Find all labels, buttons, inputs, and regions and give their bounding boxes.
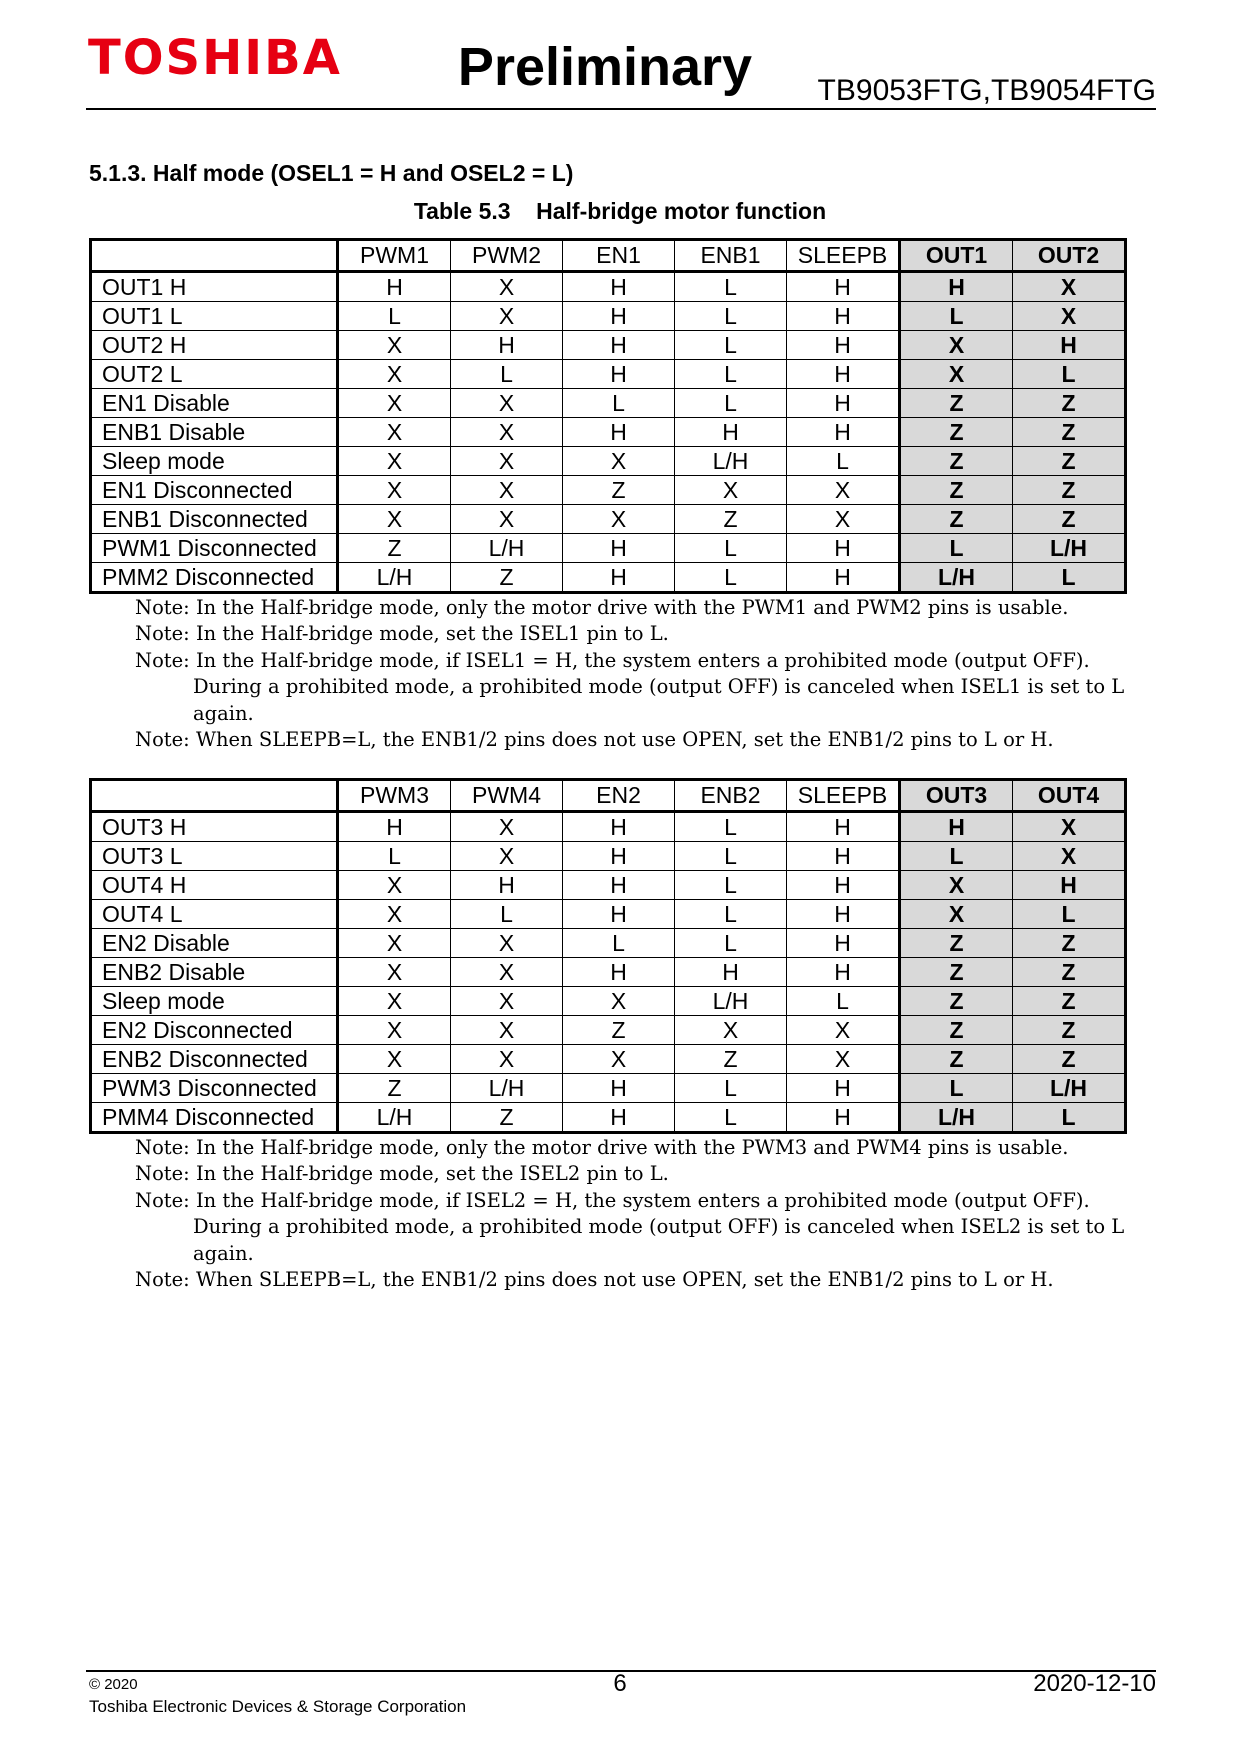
header-cell: PWM2 [451, 240, 563, 272]
input-cell: X [338, 476, 451, 505]
input-cell: X [338, 447, 451, 476]
table-row [91, 987, 1126, 1016]
input-cell: H [787, 418, 900, 447]
input-cell: H [787, 871, 900, 900]
input-cell: H [563, 534, 675, 563]
input-cell: H [563, 563, 675, 593]
input-cell: X [451, 447, 563, 476]
input-cell: X [338, 331, 451, 360]
row-label: EN2 Disconnected [91, 1016, 338, 1045]
note: Note: When SLEEPB=L, the ENB1/2 pins does not use OPEN, set the ENB1/2 pins to L or H. [135, 1268, 1054, 1292]
output-cell: Z [900, 1016, 1013, 1045]
output-cell: X [900, 331, 1013, 360]
input-cell: X [675, 1016, 787, 1045]
input-cell: H [787, 563, 900, 593]
output-cell: Z [1013, 389, 1126, 418]
input-cell: X [563, 447, 675, 476]
input-cell: X [338, 871, 451, 900]
input-cell: Z [675, 505, 787, 534]
header-cell: PWM3 [338, 780, 451, 812]
row-label: ENB2 Disconnected [91, 1045, 338, 1074]
header-rule [86, 108, 1156, 110]
output-cell: X [900, 360, 1013, 389]
input-cell: X [338, 958, 451, 987]
output-cell: H [900, 272, 1013, 302]
input-cell: X [451, 476, 563, 505]
input-cell: X [451, 272, 563, 302]
output-cell: Z [900, 418, 1013, 447]
input-cell: L/H [338, 1103, 451, 1133]
input-cell: L [451, 360, 563, 389]
row-label: ENB2 Disable [91, 958, 338, 987]
table2-notes [135, 1135, 1124, 1293]
output-cell: L [1013, 900, 1126, 929]
table-row [91, 272, 1126, 302]
toshiba-logo: TOSHIBA [88, 30, 342, 86]
output-cell: Z [1013, 987, 1126, 1016]
input-cell: L [675, 929, 787, 958]
input-cell: H [563, 842, 675, 871]
input-cell: Z [451, 1103, 563, 1133]
half-bridge-table-1 [89, 238, 1127, 594]
input-cell: X [338, 389, 451, 418]
output-cell: L [900, 534, 1013, 563]
note: Note: In the Half-bridge mode, set the ISEL1 pin to L. [135, 622, 669, 646]
input-cell: H [563, 418, 675, 447]
output-cell: X [1013, 812, 1126, 842]
row-label: ENB1 Disable [91, 418, 338, 447]
input-cell: H [451, 871, 563, 900]
input-cell: L/H [451, 534, 563, 563]
part-numbers: TB9053FTG,TB9054FTG [817, 74, 1156, 107]
header-cell: ENB1 [675, 240, 787, 272]
input-cell: H [787, 1103, 900, 1133]
output-cell: Z [1013, 447, 1126, 476]
note-continuation: During a prohibited mode, a prohibited mode (output OFF) is canceled when ISEL2 is set to L [193, 1215, 1125, 1239]
table-row [91, 360, 1126, 389]
header-cell: SLEEPB [787, 240, 900, 272]
input-cell: L [451, 900, 563, 929]
input-cell: H [451, 331, 563, 360]
input-cell: H [787, 900, 900, 929]
output-cell: L/H [1013, 1074, 1126, 1103]
output-cell: H [1013, 871, 1126, 900]
row-label: ENB1 Disconnected [91, 505, 338, 534]
input-cell: L [338, 842, 451, 871]
input-cell: X [563, 1045, 675, 1074]
input-cell: Z [338, 1074, 451, 1103]
row-label: PWM3 Disconnected [91, 1074, 338, 1103]
input-cell: X [338, 360, 451, 389]
output-cell: Z [900, 1045, 1013, 1074]
table-row [91, 812, 1126, 842]
input-cell: H [563, 302, 675, 331]
table-row [91, 389, 1126, 418]
input-cell: H [787, 929, 900, 958]
input-cell: H [787, 360, 900, 389]
row-label: EN1 Disable [91, 389, 338, 418]
input-cell: X [787, 505, 900, 534]
table-row [91, 476, 1126, 505]
input-cell: X [451, 958, 563, 987]
output-cell: L [1013, 563, 1126, 593]
company-name: Toshiba Electronic Devices & Storage Corporation [89, 1697, 467, 1716]
output-cell: L/H [1013, 534, 1126, 563]
input-cell: X [338, 900, 451, 929]
output-cell: L/H [900, 1103, 1013, 1133]
header-cell: OUT2 [1013, 240, 1126, 272]
table-row [91, 563, 1126, 593]
input-cell: Z [451, 563, 563, 593]
input-cell: L [675, 534, 787, 563]
output-cell: Z [900, 987, 1013, 1016]
output-cell: Z [1013, 958, 1126, 987]
header-cell [91, 780, 338, 812]
input-cell: L [675, 331, 787, 360]
input-cell: X [451, 929, 563, 958]
output-cell: X [900, 871, 1013, 900]
input-cell: Z [338, 534, 451, 563]
header-cell: EN2 [563, 780, 675, 812]
header-cell: PWM1 [338, 240, 451, 272]
row-label: PMM2 Disconnected [91, 563, 338, 593]
input-cell: X [451, 1016, 563, 1045]
output-cell: Z [900, 447, 1013, 476]
input-cell: X [451, 505, 563, 534]
input-cell: L/H [675, 447, 787, 476]
input-cell: X [338, 929, 451, 958]
header-cell [91, 240, 338, 272]
input-cell: L [338, 302, 451, 331]
input-cell: L [675, 360, 787, 389]
input-cell: X [338, 987, 451, 1016]
output-cell: L/H [900, 563, 1013, 593]
row-label: OUT4 H [91, 871, 338, 900]
input-cell: Z [675, 1045, 787, 1074]
input-cell: L [675, 302, 787, 331]
input-cell: X [451, 1045, 563, 1074]
table-row [91, 302, 1126, 331]
input-cell: L [563, 929, 675, 958]
output-cell: L [900, 1074, 1013, 1103]
note: Note: In the Half-bridge mode, set the ISEL2 pin to L. [135, 1162, 669, 1186]
output-cell: Z [1013, 1045, 1126, 1074]
input-cell: X [338, 1045, 451, 1074]
input-cell: H [787, 389, 900, 418]
note: Note: When SLEEPB=L, the ENB1/2 pins does not use OPEN, set the ENB1/2 pins to L or H. [135, 728, 1054, 752]
header-cell: OUT4 [1013, 780, 1126, 812]
input-cell: H [563, 900, 675, 929]
row-label: EN1 Disconnected [91, 476, 338, 505]
row-label: OUT1 L [91, 302, 338, 331]
table-row [91, 534, 1126, 563]
output-cell: X [1013, 842, 1126, 871]
input-cell: X [451, 302, 563, 331]
header-cell: OUT3 [900, 780, 1013, 812]
note-continuation: again. [193, 701, 254, 725]
output-cell: Z [900, 505, 1013, 534]
table-row [91, 331, 1126, 360]
input-cell: H [787, 842, 900, 871]
input-cell: H [563, 360, 675, 389]
input-cell: H [563, 812, 675, 842]
input-cell: L [675, 563, 787, 593]
row-label: PWM1 Disconnected [91, 534, 338, 563]
output-cell: X [1013, 272, 1126, 302]
output-cell: L [1013, 1103, 1126, 1133]
output-cell: Z [1013, 1016, 1126, 1045]
row-label: Sleep mode [91, 987, 338, 1016]
input-cell: L [675, 900, 787, 929]
table-row [91, 1045, 1126, 1074]
output-cell: Z [1013, 505, 1126, 534]
input-cell: H [563, 958, 675, 987]
table-row [91, 447, 1126, 476]
input-cell: X [675, 476, 787, 505]
copyright: © 2020 [89, 1676, 138, 1693]
input-cell: X [338, 1016, 451, 1045]
note: Note: In the Half-bridge mode, only the motor drive with the PWM3 and PWM4 pins is usable. [135, 1136, 1069, 1159]
input-cell: L/H [338, 563, 451, 593]
input-cell: H [787, 534, 900, 563]
input-cell: H [787, 812, 900, 842]
table-row [91, 1103, 1126, 1133]
input-cell: X [787, 1045, 900, 1074]
input-cell: X [563, 987, 675, 1016]
input-cell: X [451, 987, 563, 1016]
row-label: OUT2 H [91, 331, 338, 360]
input-cell: L [675, 389, 787, 418]
table-row [91, 842, 1126, 871]
row-label: OUT3 L [91, 842, 338, 871]
half-bridge-table-2 [89, 778, 1127, 1134]
input-cell: X [338, 505, 451, 534]
input-cell: H [787, 302, 900, 331]
table1-notes [135, 595, 1124, 753]
input-cell: X [451, 418, 563, 447]
note: Note: In the Half-bridge mode, if ISEL1 = H, the system enters a prohibited mode (output OFF). [135, 648, 1090, 672]
table-row [91, 871, 1126, 900]
output-cell: Z [900, 389, 1013, 418]
note-continuation: During a prohibited mode, a prohibited mode (output OFF) is canceled when ISEL1 is set to L [193, 675, 1125, 699]
output-cell: L [900, 302, 1013, 331]
input-cell: H [338, 272, 451, 302]
row-label: OUT3 H [91, 812, 338, 842]
input-cell: X [563, 505, 675, 534]
input-cell: H [787, 958, 900, 987]
table-row [91, 958, 1126, 987]
input-cell: L [675, 812, 787, 842]
input-cell: H [563, 1074, 675, 1103]
note: Note: In the Half-bridge mode, only the motor drive with the PWM1 and PWM2 pins is usable. [135, 596, 1069, 619]
output-cell: H [900, 812, 1013, 842]
row-label: OUT4 L [91, 900, 338, 929]
input-cell: L [563, 389, 675, 418]
output-cell: X [1013, 302, 1126, 331]
input-cell: L [675, 871, 787, 900]
input-cell: Z [563, 476, 675, 505]
table-row [91, 418, 1126, 447]
input-cell: X [787, 1016, 900, 1045]
header-cell: ENB2 [675, 780, 787, 812]
row-label: EN2 Disable [91, 929, 338, 958]
input-cell: L [787, 987, 900, 1016]
table-caption: Table 5.3 Half-bridge motor function [413, 198, 827, 224]
input-cell: X [338, 418, 451, 447]
input-cell: H [787, 331, 900, 360]
output-cell: H [1013, 331, 1126, 360]
output-cell: X [900, 900, 1013, 929]
output-cell: L [900, 842, 1013, 871]
table-row [91, 900, 1126, 929]
input-cell: L/H [675, 987, 787, 1016]
input-cell: H [675, 418, 787, 447]
input-cell: L [675, 1103, 787, 1133]
output-cell: Z [900, 929, 1013, 958]
input-cell: X [787, 476, 900, 505]
header-cell: PWM4 [451, 780, 563, 812]
table-row [91, 505, 1126, 534]
input-cell: X [451, 389, 563, 418]
table-row [91, 1074, 1126, 1103]
row-label: OUT2 L [91, 360, 338, 389]
table-row [91, 1016, 1126, 1045]
output-cell: Z [1013, 476, 1126, 505]
input-cell: H [787, 272, 900, 302]
table-row [91, 929, 1126, 958]
input-cell: L [675, 842, 787, 871]
output-cell: Z [1013, 929, 1126, 958]
input-cell: H [338, 812, 451, 842]
input-cell: H [563, 331, 675, 360]
preliminary-label: Preliminary [457, 37, 753, 97]
input-cell: Z [563, 1016, 675, 1045]
row-label: OUT1 H [91, 272, 338, 302]
header-cell: OUT1 [900, 240, 1013, 272]
input-cell: H [675, 958, 787, 987]
input-cell: X [451, 812, 563, 842]
input-cell: X [451, 842, 563, 871]
input-cell: L [675, 1074, 787, 1103]
section-title: 5.1.3. Half mode (OSEL1 = H and OSEL2 = L) [89, 160, 574, 186]
publication-date: 2020-12-10 [1033, 1670, 1156, 1697]
input-cell: L/H [451, 1074, 563, 1103]
output-cell: L [1013, 360, 1126, 389]
output-cell: Z [900, 958, 1013, 987]
input-cell: H [563, 272, 675, 302]
note-continuation: again. [193, 1241, 254, 1265]
row-label: PMM4 Disconnected [91, 1103, 338, 1133]
output-cell: Z [1013, 418, 1126, 447]
row-label: Sleep mode [91, 447, 338, 476]
input-cell: H [563, 871, 675, 900]
note: Note: In the Half-bridge mode, if ISEL2 = H, the system enters a prohibited mode (output OFF). [135, 1188, 1090, 1212]
input-cell: H [563, 1103, 675, 1133]
input-cell: L [675, 272, 787, 302]
header-cell: EN1 [563, 240, 675, 272]
header-cell: SLEEPB [787, 780, 900, 812]
page-number: 6 [613, 1670, 627, 1697]
input-cell: L [787, 447, 900, 476]
output-cell: Z [900, 476, 1013, 505]
input-cell: H [787, 1074, 900, 1103]
